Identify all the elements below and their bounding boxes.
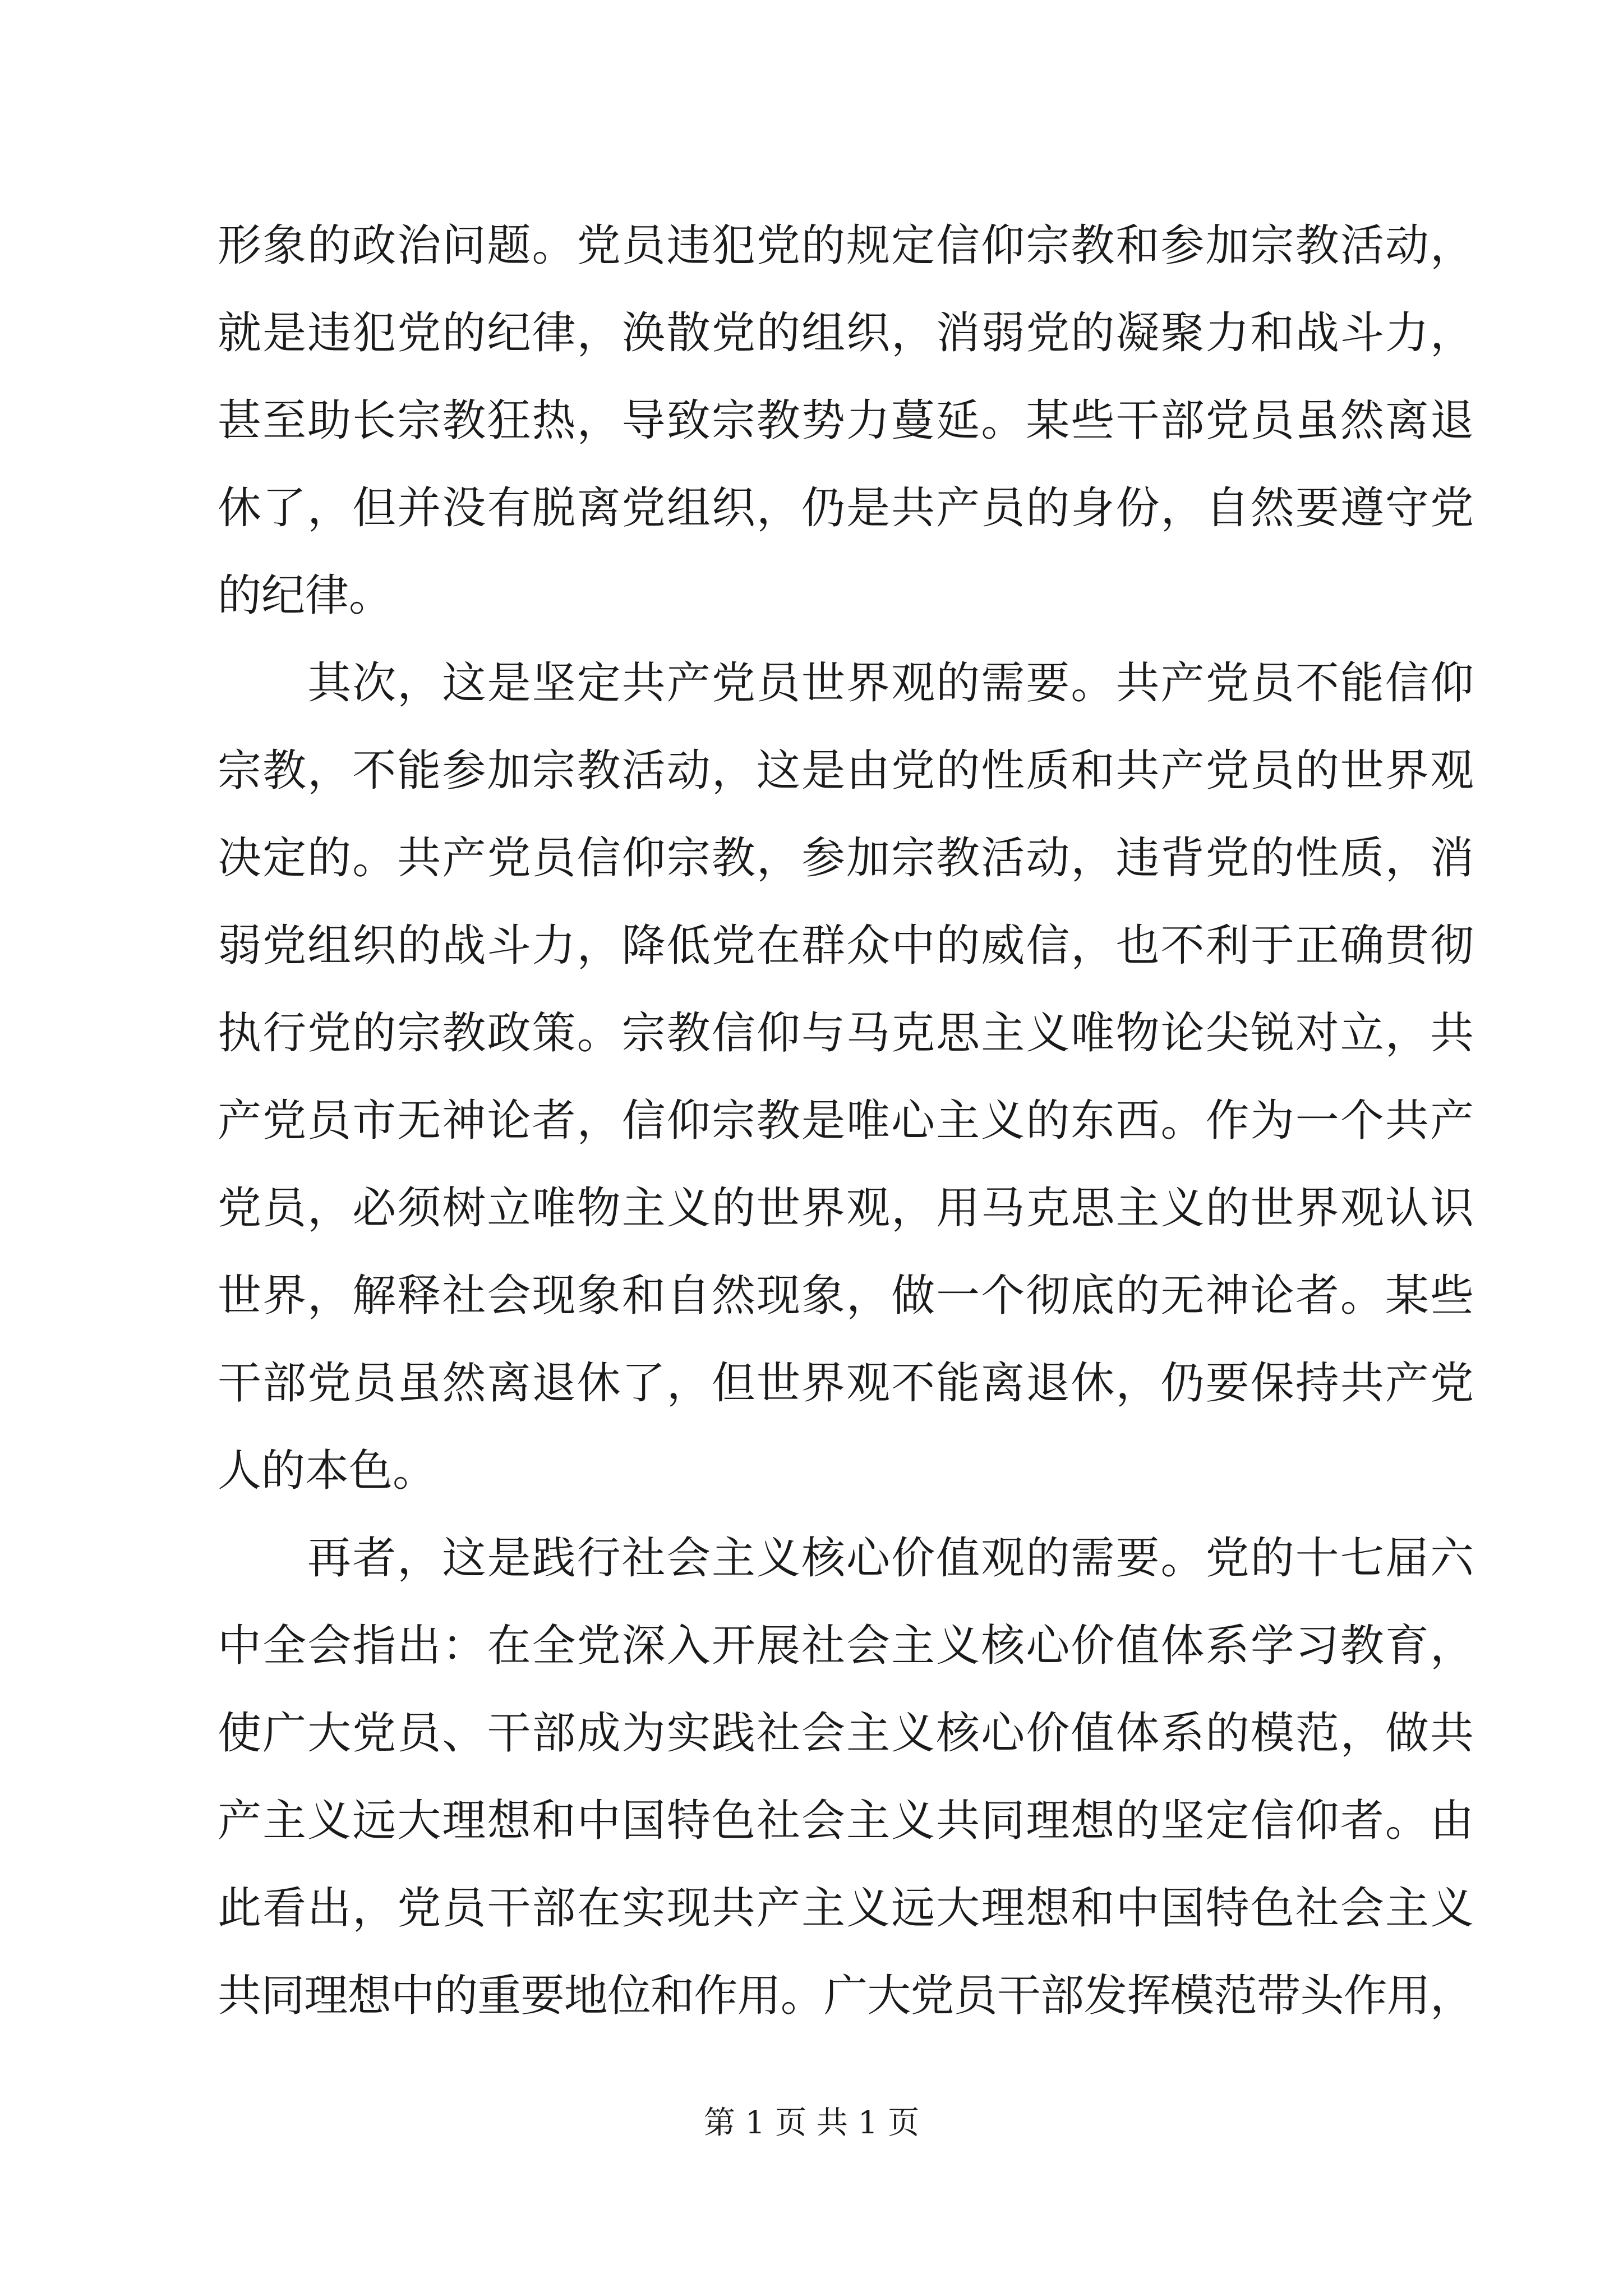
page-footer: 第 1 页 共 1 页: [703, 2105, 920, 2141]
text-line: 的纪律。: [218, 570, 393, 621]
text-line: 其次，这是坚定共产党员世界观的需要。共产党员不能信仰: [218, 658, 1476, 708]
text-line: 党员，必须树立唯物主义的世界观，用马克思主义的世界观认识: [218, 1183, 1476, 1234]
text-line: 干部党员虽然离退休了，但世界观不能离退休，仍要保持共产党: [218, 1358, 1476, 1409]
text-line: 执行党的宗教政策。宗教信仰与马克思主义唯物论尖锐对立，共: [218, 1008, 1476, 1059]
text-line: 世界，解释社会现象和自然现象，做一个彻底的无神论者。某些: [218, 1271, 1476, 1321]
text-line: 共同理想中的重要地位和作用。广大党员干部发挥模范带头作用，: [218, 1971, 1474, 2021]
text-line: 产党员市无神论者，信仰宗教是唯心主义的东西。作为一个共产: [218, 1096, 1476, 1146]
text-line: 产主义远大理想和中国特色社会主义共同理想的坚定信仰者。由: [218, 1796, 1476, 1846]
text-line: 再者，这是践行社会主义核心价值观的需要。党的十七届六: [218, 1533, 1476, 1584]
text-line: 形象的政治问题。党员违犯党的规定信仰宗教和参加宗教活动，: [218, 220, 1476, 271]
text-line: 决定的。共产党员信仰宗教，参加宗教活动，违背党的性质，消: [218, 833, 1476, 884]
text-line: 就是违犯党的纪律，涣散党的组织，消弱党的凝聚力和战斗力，: [218, 308, 1476, 358]
text-line: 中全会指出：在全党深入开展社会主义核心价值体系学习教育，: [218, 1621, 1476, 1671]
text-line: 甚至助长宗教狂热，导致宗教势力蔓延。某些干部党员虽然离退: [218, 395, 1476, 446]
text-line: 休了，但并没有脱离党组织，仍是共产员的身份，自然要遵守党: [218, 483, 1476, 533]
text-line: 人的本色。: [218, 1446, 437, 1496]
text-line: 使广大党员、干部成为实践社会主义核心价值体系的模范，做共: [218, 1708, 1476, 1759]
text-line: 宗教，不能参加宗教活动，这是由党的性质和共产党员的世界观: [218, 746, 1476, 796]
text-line: 弱党组织的战斗力，降低党在群众中的威信，也不利于正确贯彻: [218, 921, 1476, 971]
text-line: 此看出，党员干部在实现共产主义远大理想和中国特色社会主义: [218, 1883, 1476, 1934]
